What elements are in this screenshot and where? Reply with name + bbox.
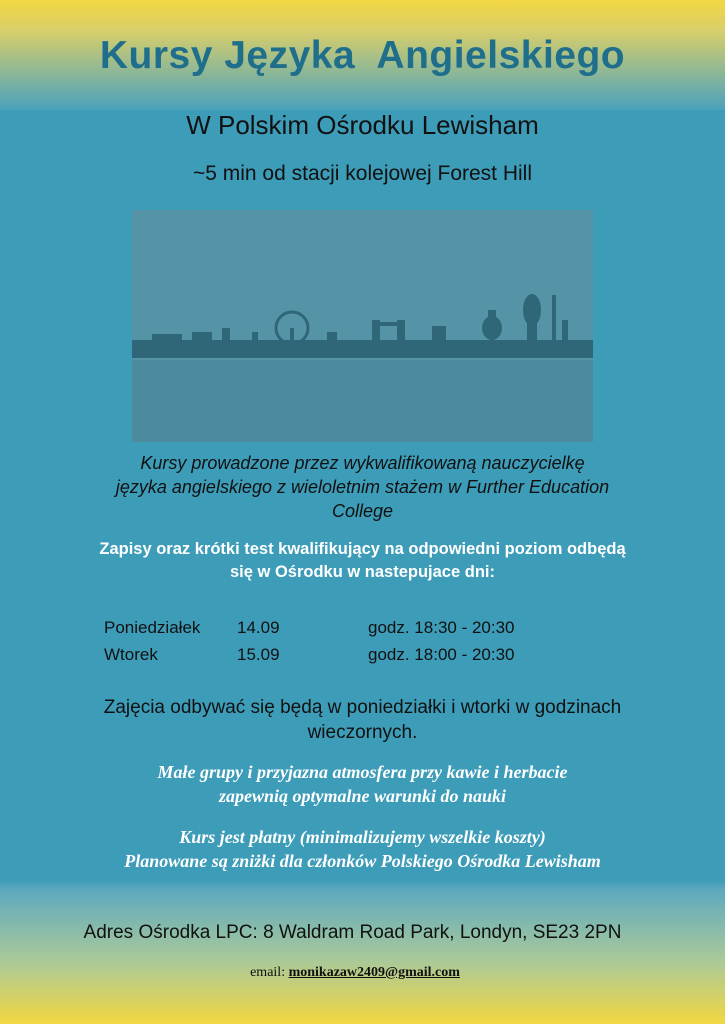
location-note: ~5 min od stacji kolejowej Forest Hill [192, 162, 533, 185]
teacher-info-line: Kursy prowadzone przez wykwalifikowaną nauczycielkę [140, 453, 585, 473]
teacher-info-line: języka angielskiego z wieloletnim stażem w Further Education [115, 477, 610, 497]
classes-line: wieczornych. [307, 722, 418, 743]
schedule-row [104, 618, 604, 645]
enrollment-line: Zapisy oraz krótki test kwalifikujący na odpowiedni poziom odbędą [99, 540, 626, 558]
enrollment-info [20, 538, 705, 584]
page-title: Kursy Języka Angielskiego [99, 34, 626, 77]
schedule-day: Poniedziałek [104, 618, 201, 637]
payment-line: Kurs jest płatny (minimalizujemy wszelkie koszty) [179, 827, 546, 847]
teacher-info [40, 451, 685, 523]
schedule-date: 14.09 [237, 618, 280, 637]
schedule-time: godz. 18:30 - 20:30 [368, 618, 515, 637]
classes-line: Zajęcia odbywać się będą w poniedziałki i wtorki w godzinach [103, 697, 622, 718]
address-text: Adres Ośrodka LPC: 8 Waldram Road Park, Londyn, SE23 2PN [83, 922, 622, 943]
classes-info [20, 695, 705, 745]
email-link[interactable]: monikazaw2409@gmail.com [288, 965, 460, 980]
email-label: email: [250, 965, 286, 980]
email-line [0, 965, 710, 981]
venue-subtitle: W Polskim Ośrodku Lewisham [186, 110, 539, 140]
schedule-table [104, 618, 604, 672]
schedule-time: godz. 18:00 - 20:30 [368, 645, 515, 664]
teacher-info-line: College [331, 501, 394, 521]
groups-line: zapewnią optymalne warunki do nauki [218, 786, 507, 806]
groups-line: Małe grupy i przyjazna atmosfera przy kawie i herbacie [157, 762, 568, 782]
enrollment-line: się w Ośrodku w nastepujace dni: [230, 563, 495, 581]
schedule-day: Wtorek [104, 645, 158, 664]
groups-info [0, 760, 725, 808]
schedule-date: 15.09 [237, 645, 280, 664]
skyline-graphic [132, 210, 593, 442]
london-skyline-image [132, 210, 593, 442]
schedule-row [104, 645, 604, 672]
payment-info [0, 825, 725, 873]
payment-line: Planowane są zniżki dla członków Polskiego Ośrodka Lewisham [124, 851, 601, 871]
